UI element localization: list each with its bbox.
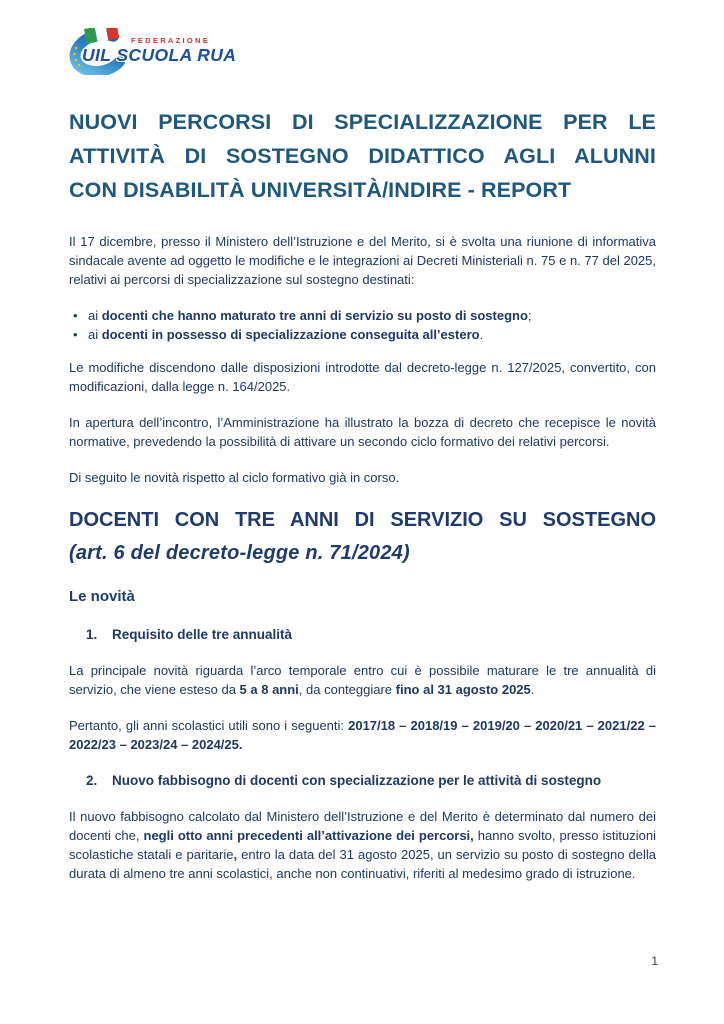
paragraph-modifiche: Le modifiche discendono dalle disposizioni introdotte dal decreto-legge n. 127/2025, convertito, con modificazioni, dalla legge n. 164/2025.	[69, 360, 656, 394]
item-title: Nuovo fabbisogno di docenti con specializzazione per le attività di sostegno	[112, 773, 602, 788]
section-heading-subtitle: (art. 6 del decreto-legge n. 71/2024)	[69, 542, 410, 564]
paragraph-pertanto: Pertanto, gli anni scolastici utili sono i seguenti: 2017/18 – 2018/19 – 2019/20 – 2020/21 – 2021/22 – 2022/23 – 2023/24 – 2024/25.	[69, 718, 656, 752]
section-heading	[69, 504, 656, 570]
page-number: 1	[651, 954, 658, 968]
intro-paragraph: Il 17 dicembre, presso il Ministero dell’Istruzione e del Merito, si è svolta una riunione di informativa sindacale avente ad oggetto le modifiche e le integrazioni ai Decreti Ministeriali n. 75 e n. 77 del 2025, relativi ai percorsi di specializzazione sul sostegno destinati:	[69, 234, 656, 287]
logo-name: UIL SCUOLA RUA	[82, 45, 237, 65]
logo-federation-label: FEDERAZIONE	[131, 36, 211, 45]
recipient-list	[69, 306, 656, 344]
paragraph-requisito: La principale novità riguarda l’arco temporale entro cui è possibile maturare le tre annualità di servizio, che viene esteso da 5 a 8 anni, da conteggiare fino al 31 agosto 2025.	[69, 663, 656, 697]
subheading-le-novita: Le novità	[69, 588, 135, 605]
section-heading-line: DOCENTI CON TRE ANNI DI SERVIZIO SU SOSTEGNO	[69, 509, 656, 531]
list-item: • ai docenti in possesso di specializzazione conseguita all’estero.	[69, 325, 656, 344]
item-title: Requisito delle tre annualità	[112, 627, 293, 642]
title-line: CON DISABILITÀ UNIVERSITÀ/INDIRE - REPORT	[69, 178, 572, 202]
item-number: 2.	[86, 773, 98, 788]
logo	[69, 28, 309, 75]
paragraph-seguito: Di seguito le novità rispetto al ciclo formativo già in corso.	[69, 470, 400, 485]
paragraph-apertura: In apertura dell’incontro, l’Amministrazione ha illustrato la bozza di decreto che recepisce le novità normative, prevedendo la possibilità di attivare un secondo ciclo formativo dei relativi percorsi.	[69, 415, 656, 449]
item-number: 1.	[86, 627, 98, 642]
document-title	[69, 105, 656, 207]
numbered-item-1	[69, 625, 656, 644]
list-item: • ai docenti che hanno maturato tre anni di servizio su posto di sostegno;	[69, 306, 656, 325]
paragraph-fabbisogno: Il nuovo fabbisogno calcolato dal Ministero dell’Istruzione e del Merito è determinato dal numero dei docenti che, negli otto anni precedenti all’attivazione dei percorsi, hanno svolto, presso istituzioni scolastiche statali e paritarie, entro la data del 31 agosto 2025, un servizio su posto di sostegno della durata di almeno tre anni scolastici, anche non continuativi, riferiti al medesimo grado di istruzione.	[69, 809, 657, 881]
title-line: ATTIVITÀ DI SOSTEGNO DIDATTICO AGLI ALUNNI	[69, 144, 656, 168]
title-line: NUOVI PERCORSI DI SPECIALIZZAZIONE PER LE	[69, 110, 656, 134]
numbered-item-2	[69, 771, 656, 790]
